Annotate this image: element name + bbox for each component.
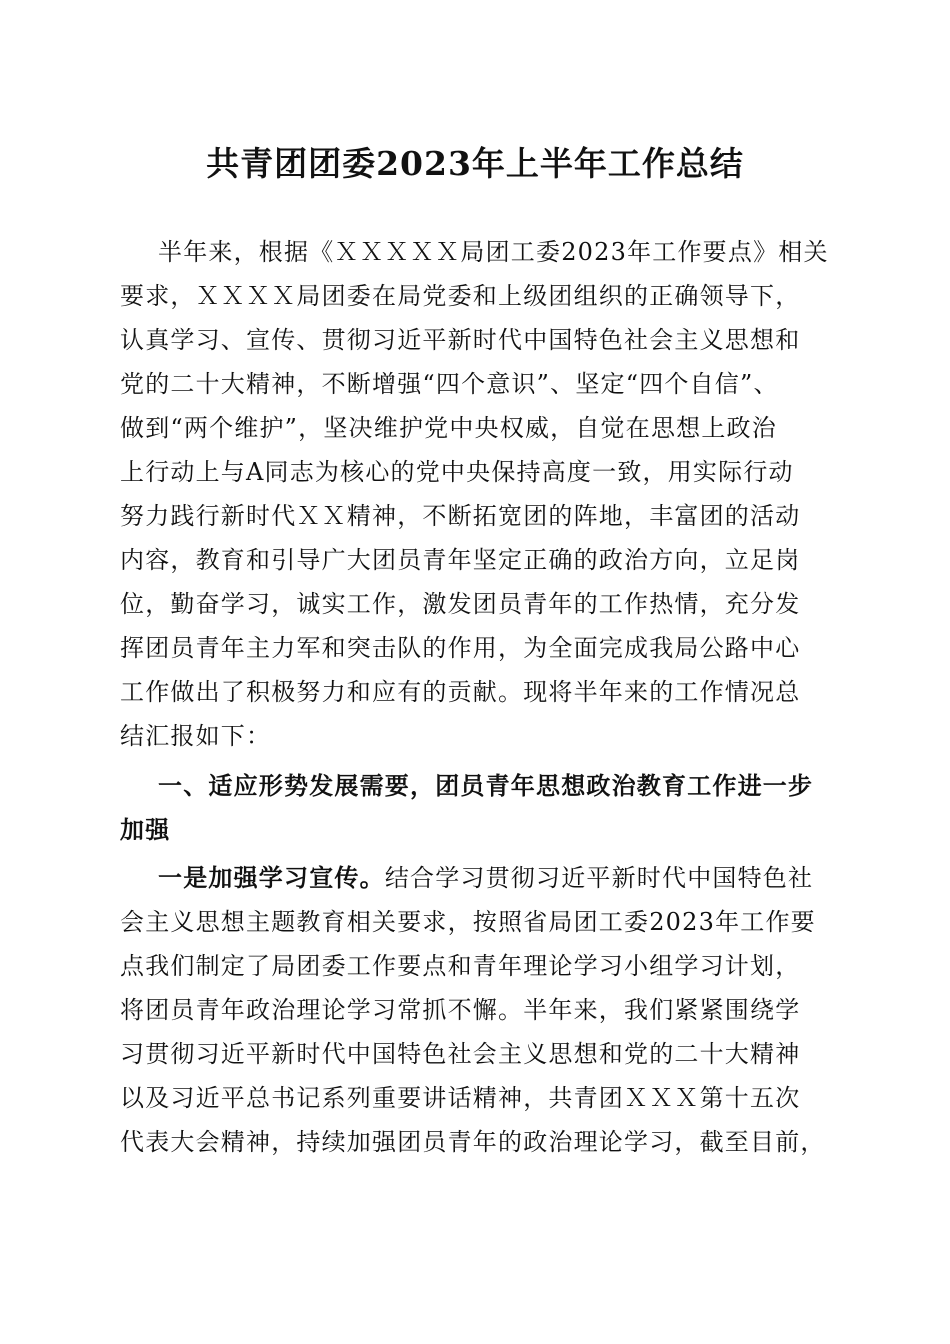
intro-line: 半年来，根据《ＸＸＸＸＸ局团工委2023年工作要点》相关 <box>158 238 829 266</box>
document-title: 共青团团委2023年上半年工作总结 <box>206 144 744 183</box>
paragraph-lead: 一是加强学习宣传。 <box>158 863 385 892</box>
section-heading: 加强 <box>120 816 171 844</box>
intro-line: 上行动上与A同志为核心的党中央保持高度一致，用实际行动 <box>120 458 794 486</box>
section-paragraph-line: 点我们制定了局团委工作要点和青年理论学习小组学习计划， <box>120 952 801 980</box>
section-paragraph-line: 将团员青年政治理论学习常抓不懈。半年来，我们紧紧围绕学 <box>120 996 801 1024</box>
paragraph-text: 结合学习贯彻习近平新时代中国特色社 <box>384 864 814 892</box>
intro-line: 内容，教育和引导广大团员青年坚定正确的政治方向，立足岗 <box>120 546 801 574</box>
intro-line: 党的二十大精神，不断增强“四个意识”、坚定“四个自信”、 <box>120 370 779 398</box>
intro-line: 结汇报如下： <box>120 722 272 750</box>
section-heading: 一、适应形势发展需要，团员青年思想政治教育工作进一步 <box>158 772 814 800</box>
document-body <box>120 230 840 1164</box>
intro-line: 努力践行新时代ＸＸ精神，不断拓宽团的阵地，丰富团的活动 <box>120 502 801 530</box>
intro-line: 工作做出了积极努力和应有的贡献。现将半年来的工作情况总 <box>120 678 801 706</box>
section-paragraph-line: 会主义思想主题教育相关要求，按照省局团工委2023年工作要 <box>120 908 816 936</box>
intro-line: 做到“两个维护”，坚决维护党中央权威，自觉在思想上政治 <box>120 414 777 442</box>
intro-line: 位，勤奋学习，诚实工作，激发团员青年的工作热情，充分发 <box>120 590 801 618</box>
section-paragraph-line: 习贯彻习近平新时代中国特色社会主义思想和党的二十大精神 <box>120 1040 801 1068</box>
intro-line: 挥团员青年主力军和突击队的作用，为全面完成我局公路中心 <box>120 634 801 662</box>
section-paragraph-line <box>120 856 840 900</box>
section-paragraph-line: 代表大会精神，持续加强团员青年的政治理论学习，截至目前， <box>120 1128 826 1156</box>
section-paragraph-line: 以及习近平总书记系列重要讲话精神，共青团ＸＸＸ第十五次 <box>120 1084 801 1112</box>
intro-line: 认真学习、宣传、贯彻习近平新时代中国特色社会主义思想和 <box>120 326 801 354</box>
intro-line: 要求，ＸＸＸＸ局团委在局党委和上级团组织的正确领导下， <box>120 282 801 310</box>
